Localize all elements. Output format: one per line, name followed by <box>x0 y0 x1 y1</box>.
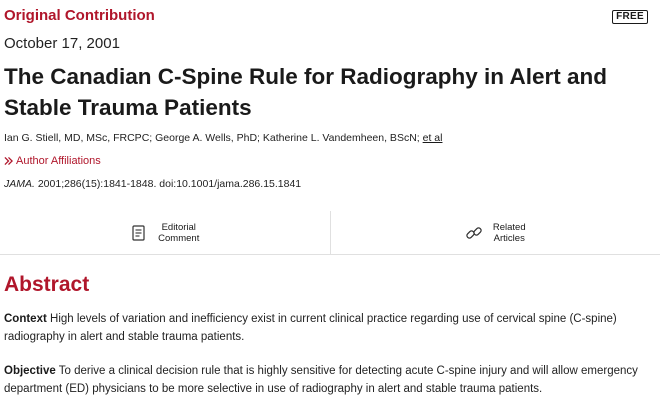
journal-name: JAMA. <box>4 178 35 190</box>
objective-text: To derive a clinical decision rule that is highly sensitive for detecting acute C-spine injury and will allow emergency department (ED) physicians to be more selective in use of radiography in alert and stable trauma patients. <box>4 365 638 395</box>
author-names: Ian G. Stiell, MD, MSc, FRCPC; George A. Wells, PhD; Katherine L. Vandemheen, BScN; <box>4 132 420 144</box>
citation <box>4 178 301 190</box>
document-icon <box>130 224 148 242</box>
abstract-context <box>4 310 649 346</box>
et-al-link[interactable]: et al <box>422 132 443 144</box>
editorial-comment-button[interactable] <box>0 211 330 254</box>
editorial-comment-label-line2: Comment <box>158 232 200 244</box>
article-action-bar <box>0 211 660 255</box>
article-title: The Canadian C-Spine Rule for Radiography in Alert and Stable Trauma Patients <box>4 64 607 120</box>
publication-date: October 17, 2001 <box>4 35 120 52</box>
related-articles-button[interactable] <box>330 211 660 254</box>
free-badge: FREE <box>612 10 648 24</box>
link-icon <box>465 224 483 242</box>
article-type-label: Original Contribution <box>4 7 155 24</box>
author-affiliations-label: Author Affiliations <box>16 155 101 167</box>
related-articles-label-line1: Related <box>492 221 526 233</box>
abstract-heading: Abstract <box>4 273 90 296</box>
editorial-comment-label-line1: Editorial <box>161 221 196 233</box>
citation-details: 2001;286(15):1841-1848. doi:10.1001/jama.286.15.1841 <box>37 178 302 190</box>
author-affiliations-toggle[interactable] <box>4 155 101 167</box>
objective-label: Objective <box>4 365 56 377</box>
abstract-objective <box>4 362 649 398</box>
author-list <box>4 132 442 144</box>
context-text: High levels of variation and inefficiency exist in current clinical practice regarding use of cervical spine (C-spine) radiography in alert and stable trauma patients. <box>4 313 617 343</box>
related-articles-label-line2: Articles <box>493 232 525 244</box>
context-label: Context <box>4 313 47 325</box>
double-chevron-right-icon <box>4 156 13 166</box>
